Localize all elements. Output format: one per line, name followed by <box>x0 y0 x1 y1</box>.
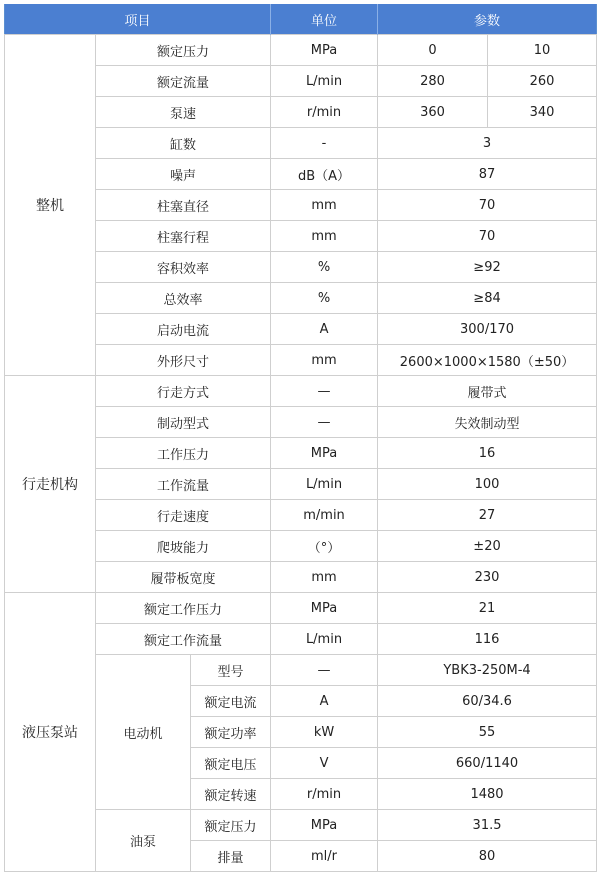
row-item: 额定工作流量 <box>96 624 271 655</box>
row-item: 额定工作压力 <box>96 593 271 624</box>
row-item: 泵速 <box>96 97 271 128</box>
row-item: 柱塞直径 <box>96 190 271 221</box>
row-unit: L/min <box>271 469 378 500</box>
row-item: 行走速度 <box>96 500 271 531</box>
row-unit: m/min <box>271 500 378 531</box>
row-unit: % <box>271 283 378 314</box>
row-value: 60/34.6 <box>378 686 597 717</box>
subgroup-motor: 电动机 <box>96 655 191 810</box>
row-item: 履带板宽度 <box>96 562 271 593</box>
row-value-2: 260 <box>488 66 597 97</box>
header-row <box>5 4 597 35</box>
header-item: 项目 <box>5 4 271 35</box>
row-item: 额定电压 <box>191 748 271 779</box>
row-unit: MPa <box>271 593 378 624</box>
row-unit: — <box>271 655 378 686</box>
row-value: 660/1140 <box>378 748 597 779</box>
row-item: 爬坡能力 <box>96 531 271 562</box>
row-item: 型号 <box>191 655 271 686</box>
row-unit: — <box>271 376 378 407</box>
row-unit: MPa <box>271 35 378 66</box>
row-value: ±20 <box>378 531 597 562</box>
row-unit: r/min <box>271 97 378 128</box>
row-item: 额定功率 <box>191 717 271 748</box>
row-value-1: 280 <box>378 66 488 97</box>
header-param: 参数 <box>378 4 597 35</box>
row-item: 额定电流 <box>191 686 271 717</box>
row-unit: （°） <box>271 531 378 562</box>
row-unit: dB（A） <box>271 159 378 190</box>
row-unit: MPa <box>271 438 378 469</box>
group-travel: 行走机构 <box>5 376 96 593</box>
row-value: 55 <box>378 717 597 748</box>
row-value-1: 0 <box>378 35 488 66</box>
row-unit: - <box>271 128 378 159</box>
row-item: 柱塞行程 <box>96 221 271 252</box>
row-value: 116 <box>378 624 597 655</box>
row-value: ≥92 <box>378 252 597 283</box>
row-item: 额定流量 <box>96 66 271 97</box>
row-value: 70 <box>378 190 597 221</box>
row-unit: kW <box>271 717 378 748</box>
row-value: 300/170 <box>378 314 597 345</box>
row-unit: L/min <box>271 66 378 97</box>
spec-table <box>4 4 597 872</box>
row-value: 16 <box>378 438 597 469</box>
table-row <box>5 593 597 624</box>
row-value: 履带式 <box>378 376 597 407</box>
header-unit: 单位 <box>271 4 378 35</box>
row-item: 排量 <box>191 841 271 872</box>
table-row <box>5 35 597 66</box>
row-value-1: 360 <box>378 97 488 128</box>
row-item: 工作流量 <box>96 469 271 500</box>
row-unit: mm <box>271 221 378 252</box>
row-unit: mm <box>271 345 378 376</box>
row-value: 27 <box>378 500 597 531</box>
row-item: 外形尺寸 <box>96 345 271 376</box>
row-value: 1480 <box>378 779 597 810</box>
row-value: ≥84 <box>378 283 597 314</box>
row-unit: r/min <box>271 779 378 810</box>
row-item: 容积效率 <box>96 252 271 283</box>
row-item: 总效率 <box>96 283 271 314</box>
subgroup-oil-pump: 油泵 <box>96 810 191 872</box>
group-machine: 整机 <box>5 35 96 376</box>
row-value: 230 <box>378 562 597 593</box>
row-value: 87 <box>378 159 597 190</box>
row-item: 噪声 <box>96 159 271 190</box>
row-item: 制动型式 <box>96 407 271 438</box>
row-unit: A <box>271 314 378 345</box>
row-value: 70 <box>378 221 597 252</box>
row-unit: mm <box>271 190 378 221</box>
table-row <box>5 376 597 407</box>
row-value: 100 <box>378 469 597 500</box>
row-item: 缸数 <box>96 128 271 159</box>
row-item: 启动电流 <box>96 314 271 345</box>
row-item: 额定压力 <box>96 35 271 66</box>
row-value-2: 10 <box>488 35 597 66</box>
row-unit: L/min <box>271 624 378 655</box>
row-unit: mm <box>271 562 378 593</box>
row-value: 80 <box>378 841 597 872</box>
group-hydraulic: 液压泵站 <box>5 593 96 872</box>
row-value: 21 <box>378 593 597 624</box>
row-unit: % <box>271 252 378 283</box>
row-item: 行走方式 <box>96 376 271 407</box>
row-value: 31.5 <box>378 810 597 841</box>
row-value: 失效制动型 <box>378 407 597 438</box>
row-item: 额定转速 <box>191 779 271 810</box>
row-value-2: 340 <box>488 97 597 128</box>
row-unit: A <box>271 686 378 717</box>
row-value: YBK3-250M-4 <box>378 655 597 686</box>
row-item: 工作压力 <box>96 438 271 469</box>
row-item: 额定压力 <box>191 810 271 841</box>
row-unit: MPa <box>271 810 378 841</box>
row-unit: V <box>271 748 378 779</box>
row-unit: — <box>271 407 378 438</box>
row-unit: ml/r <box>271 841 378 872</box>
row-value: 2600×1000×1580（±50） <box>378 345 597 376</box>
row-value: 3 <box>378 128 597 159</box>
